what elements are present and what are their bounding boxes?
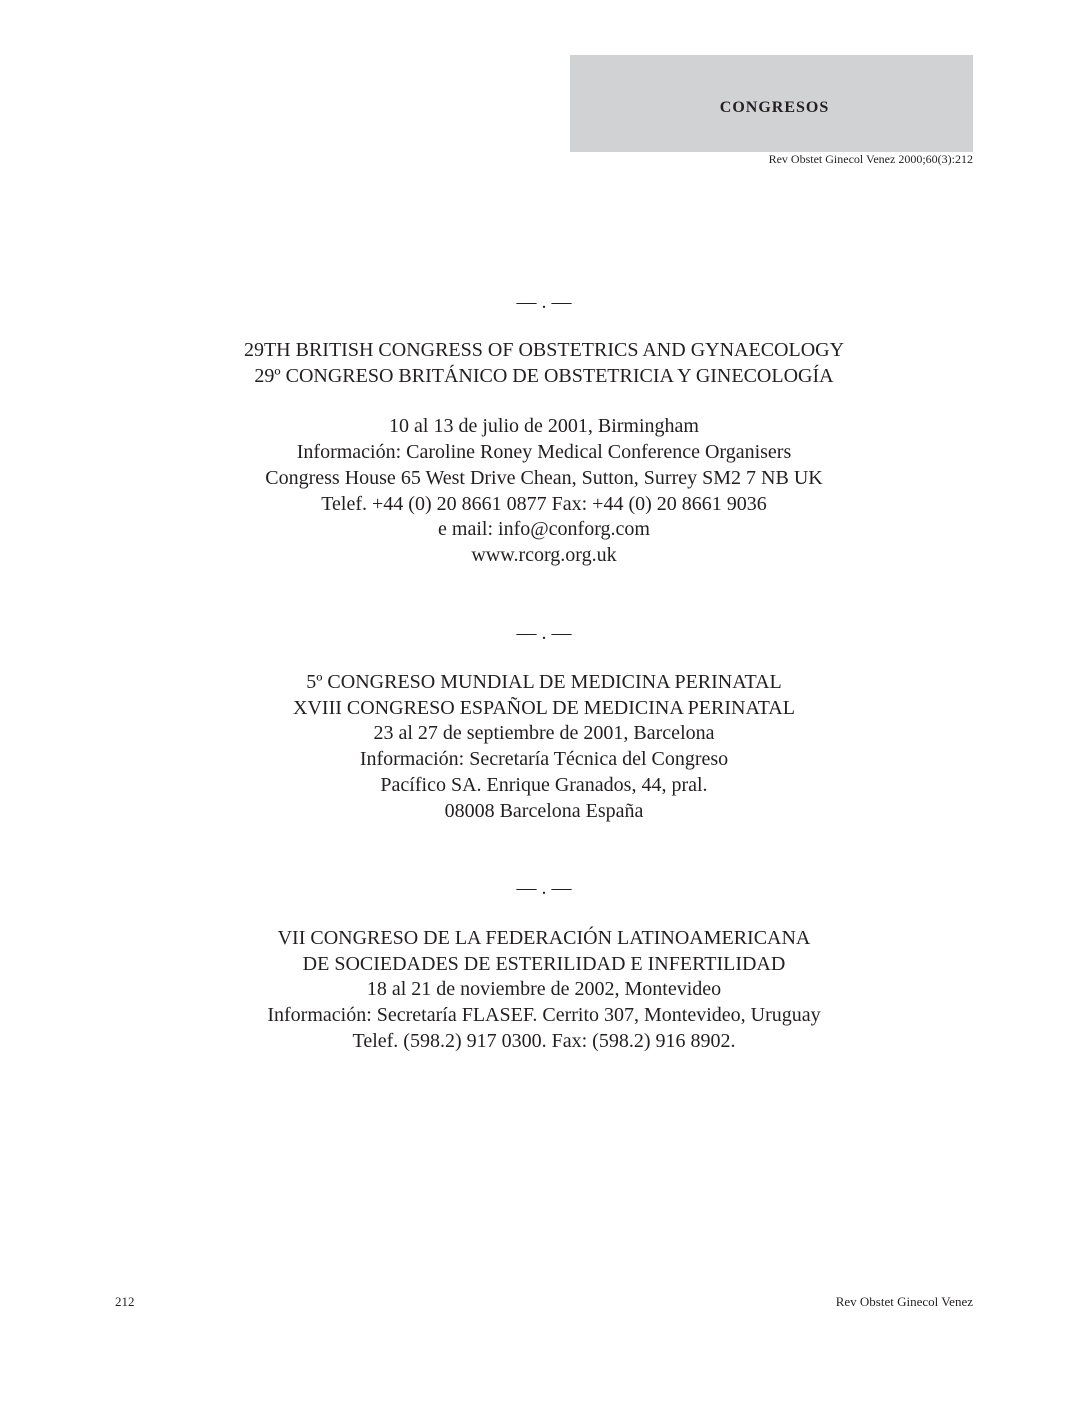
page-number: 212: [115, 1294, 135, 1309]
spacer: [0, 389, 1088, 414]
congress-info: Información: Secretaría FLASEF. Cerrito 307, Montevideo, Uruguay: [267, 1004, 821, 1027]
congress-title: VII CONGRESO DE LA FEDERACIÓN LATINOAMERICANA: [277, 927, 811, 949]
divider-2: — . —: [516, 622, 572, 644]
divider-3: — . —: [516, 877, 572, 899]
congress-title: 5º CONGRESO MUNDIAL DE MEDICINA PERINATAL: [306, 671, 782, 693]
journal-citation: Rev Obstet Ginecol Venez 2000;60(3):212: [768, 152, 973, 166]
congress-website: www.rcorg.org.uk: [471, 543, 617, 566]
congress-info: Información: Caroline Roney Medical Conference Organisers: [296, 441, 792, 464]
section-title: CONGRESOS: [719, 99, 830, 116]
congress-address: Congress House 65 West Drive Chean, Sutton, Surrey SM2 7 NB UK: [265, 466, 823, 489]
congress-phone: Telef. (598.2) 917 0300. Fax: (598.2) 916 8902.: [352, 1029, 736, 1052]
congress-email: e mail: info@conforg.com: [438, 518, 650, 541]
footer-journal: Rev Obstet Ginecol Venez: [835, 1294, 973, 1309]
congress-british: [0, 338, 1088, 569]
congress-phone: Telef. +44 (0) 20 8661 0877 Fax: +44 (0) 20 8661 9036: [321, 492, 767, 515]
congress-title-es: 29º CONGRESO BRITÁNICO DE OBSTETRICIA Y GINECOLOGÍA: [254, 364, 834, 387]
congress-address: 08008 Barcelona España: [444, 799, 644, 822]
congress-info: Información: Secretaría Técnica del Congreso: [359, 748, 729, 771]
congress-perinatal: [0, 670, 1088, 824]
congress-dates: 18 al 21 de noviembre de 2002, Montevideo: [366, 978, 722, 1001]
congress-title-en: 29TH BRITISH CONGRESS OF OBSTETRICS AND GYNAECOLOGY: [243, 339, 845, 361]
congress-flasef: [0, 926, 1088, 1055]
congress-dates: 23 al 27 de septiembre de 2001, Barcelona: [373, 722, 715, 745]
congress-dates: 10 al 13 de julio de 2001, Birmingham: [389, 415, 699, 438]
section-header-box: [570, 55, 973, 152]
congress-title: XVIII CONGRESO ESPAÑOL DE MEDICINA PERINATAL: [293, 696, 795, 719]
divider-1: — . —: [516, 291, 572, 313]
congress-title: DE SOCIEDADES DE ESTERILIDAD E INFERTILIDAD: [302, 952, 786, 975]
congress-address: Pacífico SA. Enrique Granados, 44, pral.: [380, 773, 708, 796]
